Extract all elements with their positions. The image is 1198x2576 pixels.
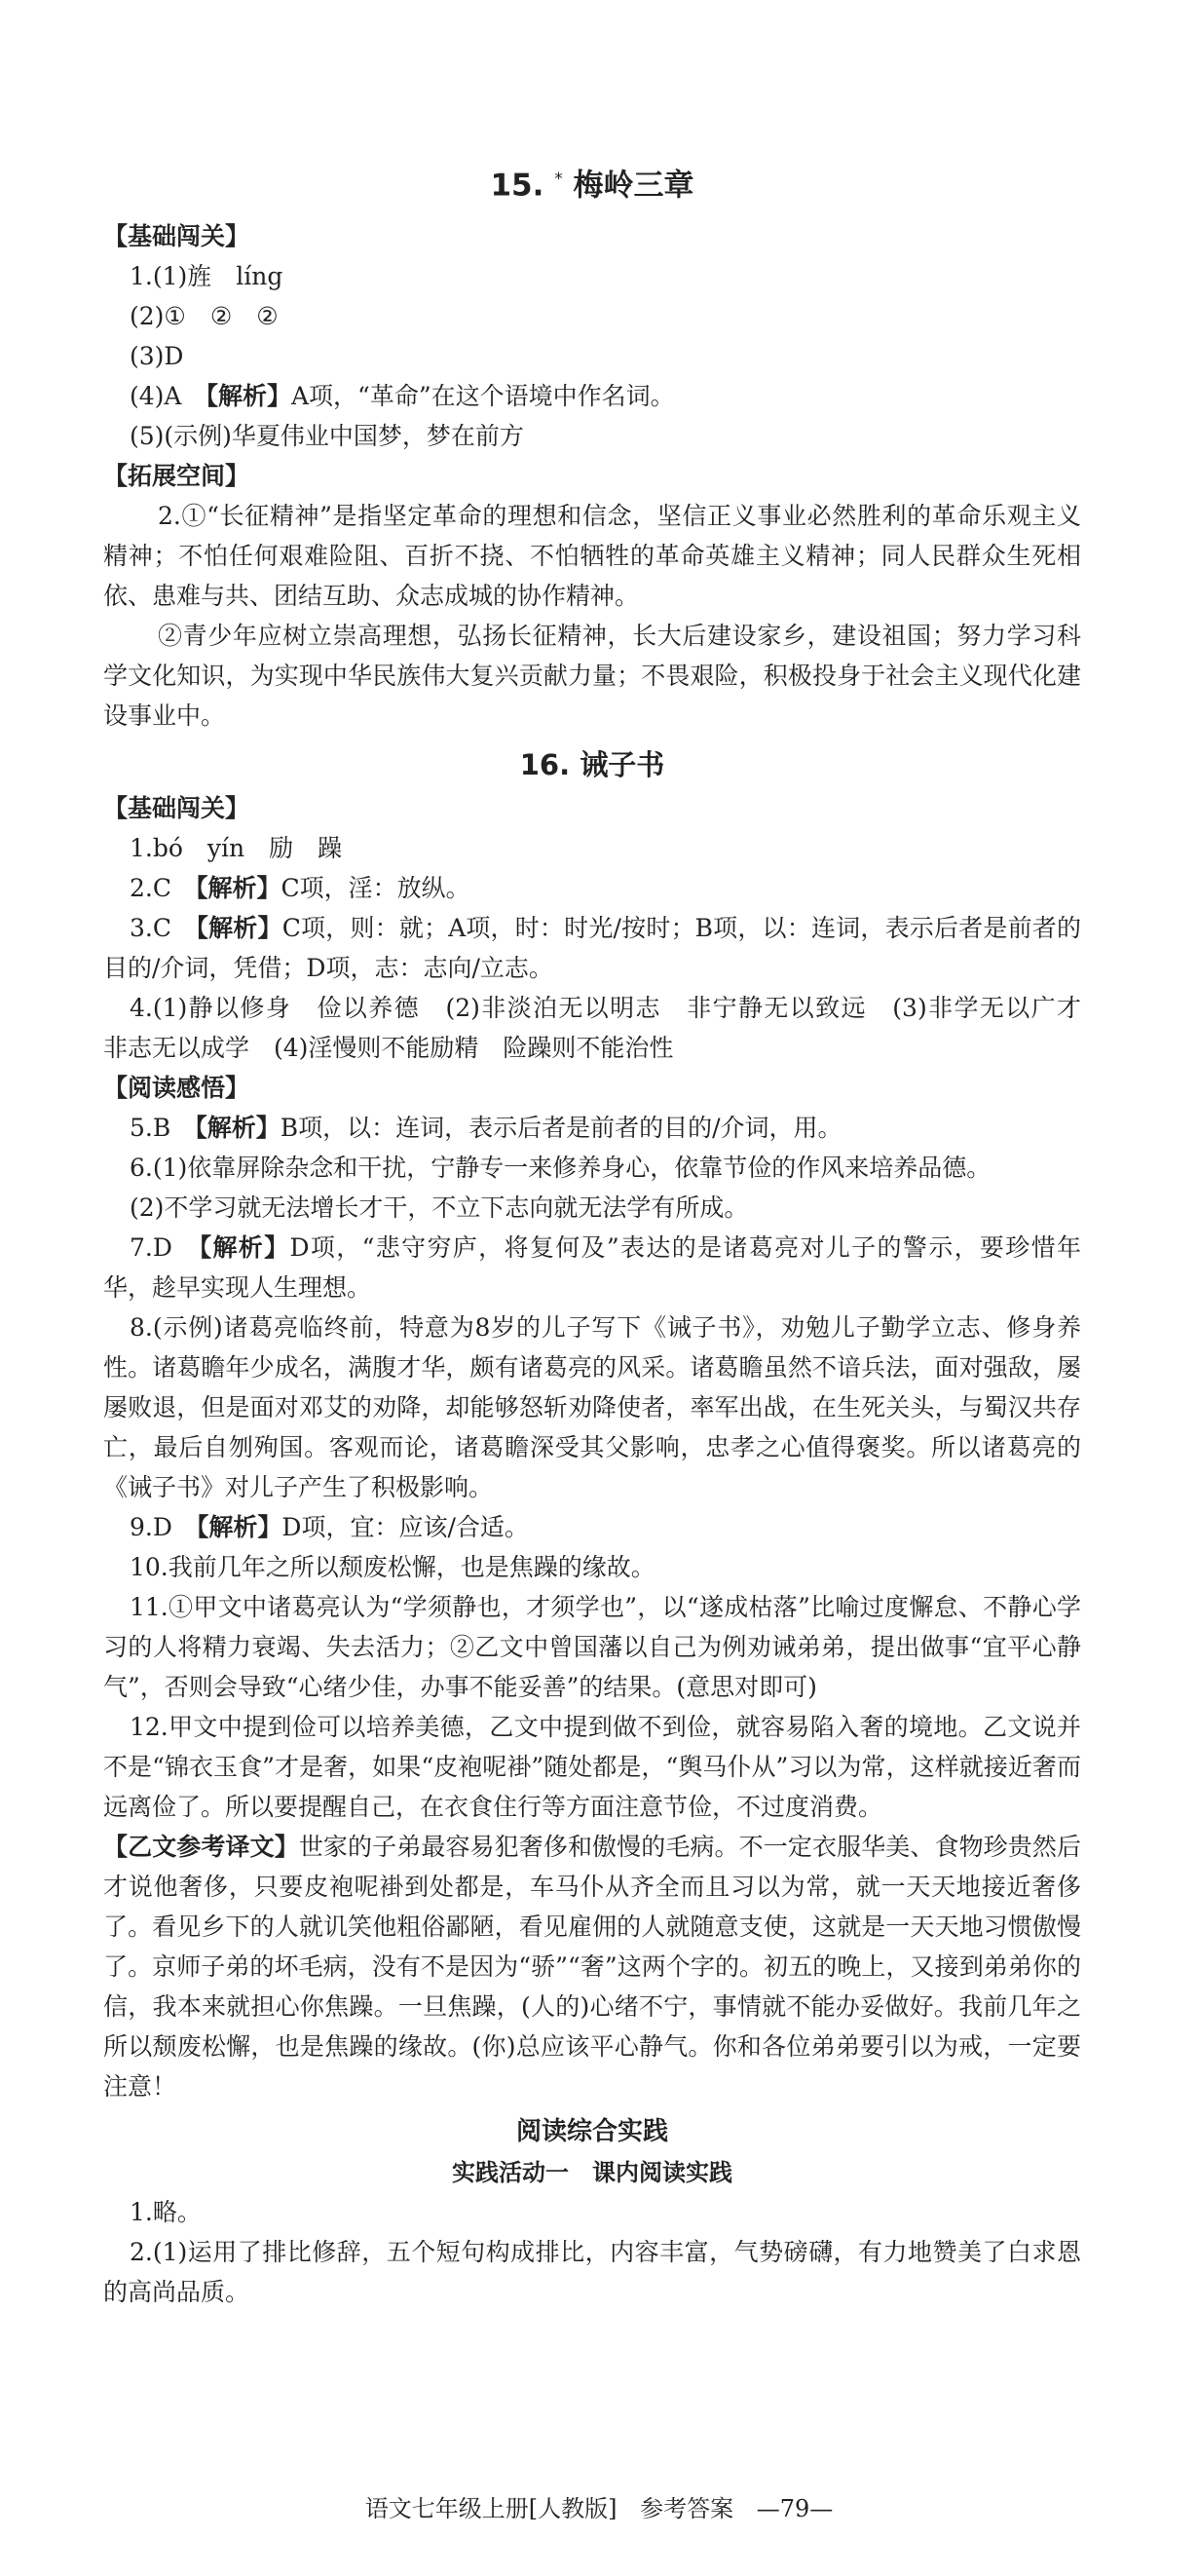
footer-book: 语文七年级上册[人教版] <box>364 2495 618 2522</box>
analysis-label: 【解析】 <box>195 1114 281 1143</box>
lesson-15-star: * <box>554 170 563 189</box>
practice-answer-1: 1.略。 <box>130 2198 202 2227</box>
answer-15-1-4 <box>103 376 1081 416</box>
section-read-16: 【阅读感悟】 <box>103 1074 250 1103</box>
analysis-label: 【解析】 <box>199 1233 290 1263</box>
answer-15-1-3: (3)D <box>130 342 184 371</box>
answer-text: 5.B <box>130 1114 196 1143</box>
answer-text: 2.C <box>130 874 196 903</box>
analysis-label: 【解析】 <box>206 382 291 411</box>
answer-15-2a: 2.①“长征精神”是指坚定革命的理想和信念，坚信正义事业必然胜利的革命乐观主义精神；不怕任何艰难险阻、百折不挠、不怕牺牲的革命英雄主义精神；同人民群众生死相依、患难与共、团结互助、众志成城的协作精神。 <box>103 502 1081 611</box>
analysis-text: A项，“革命”在这个语境中作名词。 <box>290 382 675 411</box>
analysis-text: B项，以：连词，表示后者是前者的目的/介词，用。 <box>280 1114 842 1143</box>
answer-15-1: 1.(1)旌 líng <box>130 262 283 291</box>
analysis-text: D项，“悲守穷庐，将复何及”表达的是诸葛亮对儿子的警示，要珍惜年华，趁早实现人生理想。 <box>103 1233 1081 1303</box>
answer-16-11: 11.①甲文中诸葛亮认为“学须静也，才须学也”，以“遂成枯落”比喻过度懈怠、不静心学习的人将精力衰竭、失去活力；②乙文中曾国藩以自己为例劝诫弟弟，提出做事“宜平心静气”，否则会导致“心绪少佳，办事不能妥善”的结果。(意思对即可) <box>103 1593 1081 1702</box>
section-basic-16: 【基础闯关】 <box>103 794 250 823</box>
translation-text: 世家的子弟最容易犯奢侈和傲慢的毛病。不一定衣服华美、食物珍贵然后才说他奢侈，只要皮袍呢褂到处都是，车马仆从齐全而且习以为常，就一天天地接近奢侈了。看见乡下的人就讥笑他粗俗鄙陋，看见雇佣的人就随意支使，这就是一天天地习惯傲慢了。京师子弟的坏毛病，没有不是因为“骄”“奢”这两个字的。初五的晚上，又接到弟弟你的信，我本来就担心你焦躁。一旦焦躁，(人的)心绪不宁，事情就不能办妥做好。我前几年之所以颓废松懈，也是焦躁的缘故。(你)总应该平心静气。你和各位弟弟要引以为戒，一定要注意！ <box>103 1833 1081 2102</box>
analysis-label: 【解析】 <box>196 914 282 943</box>
answer-15-1-5: (5)(示例)华夏伟业中国梦，梦在前方 <box>130 422 524 451</box>
analysis-text: C项，淫：放纵。 <box>281 874 470 903</box>
answer-text: 3.C <box>130 914 197 943</box>
answer-16-10: 10.我前几年之所以颓废松懈，也是焦躁的缘故。 <box>130 1553 655 1582</box>
page-content <box>103 156 1106 2312</box>
answer-16-6b: (2)不学习就无法增长才干，不立下志向就无法学有所成。 <box>130 1193 749 1223</box>
practice-answer-2: 2.(1)运用了排比修辞，五个短句构成排比，内容丰富，气势磅礴，有力地赞美了白求恩的高尚品质。 <box>103 2238 1081 2307</box>
answer-16-6a: 6.(1)依靠屏除杂念和干扰，宁静专一来修养身心，依靠节俭的作风来培养品德。 <box>130 1154 992 1183</box>
answer-16-12: 12.甲文中提到俭可以培养美德，乙文中提到做不到俭，就容易陷入奢的境地。乙文说并不是“锦衣玉食”才是奢，如果“皮袍呢褂”随处都是，“舆马仆从”习以为常，这样就接近奢而远离俭了。所以要提醒自己，在衣食住行等方面注意节俭，不过度消费。 <box>103 1713 1081 1822</box>
answer-16-4: 4.(1)静以修身 俭以养德 (2)非淡泊无以明志 非宁静无以致远 (3)非学无以广才 非志无以成学 (4)淫慢则不能励精 险躁则不能治性 <box>103 994 1106 1063</box>
answer-16-7 <box>103 1228 1081 1307</box>
page-footer <box>0 2489 1198 2528</box>
lesson-15-name: 梅岭三章 <box>573 168 694 204</box>
practice-title: 阅读综合实践 <box>515 2117 668 2147</box>
lesson-15-title <box>103 156 1081 208</box>
practice-subtitle: 实践活动一 课内阅读实践 <box>452 2159 732 2187</box>
analysis-label: 【解析】 <box>195 874 281 903</box>
answer-text: (4)A <box>130 382 206 411</box>
answer-15-2b: ②青少年应树立崇高理想，弘扬长征精神，长大后建设家乡，建设祖国；努力学习科学文化知识，为实现中华民族伟大复兴贡献力量；不畏艰险，积极投身于社会主义现代化建设事业中。 <box>103 622 1081 731</box>
answer-16-5 <box>103 1108 1081 1148</box>
answer-16-9 <box>103 1507 1081 1547</box>
answer-text: 9.D <box>130 1513 197 1542</box>
answer-text: 7.D <box>130 1233 200 1263</box>
lesson-15-number: 15. <box>490 168 544 204</box>
section-extend-15: 【拓展空间】 <box>103 462 250 491</box>
lesson-16-title: 16. 诫子书 <box>519 748 665 782</box>
analysis-text: D项，宜：应该/合适。 <box>281 1513 529 1542</box>
translation-paragraph <box>103 1827 1081 2106</box>
answer-16-8: 8.(示例)诸葛亮临终前，特意为8岁的儿子写下《诫子书》，劝勉儿子勤学立志、修身养性。诸葛瞻年少成名，满腹才华，颇有诸葛亮的风采。诸葛瞻虽然不谙兵法，面对强敌，屡屡败退，但是面对邓艾的劝降，却能够怒斩劝降使者，率军出战，在生死关头，与蜀汉共存亡，最后自刎殉国。客观而论，诸葛瞻深受其父影响，忠孝之心值得褒奖。所以诸葛亮的《诫子书》对儿子产生了积极影响。 <box>103 1313 1081 1502</box>
page-number: —79— <box>756 2495 834 2522</box>
analysis-text: C项，则：就；A项，时：时光/按时；B项，以：连词，表示后者是前者的目的/介词，凭借；D项，志：志向/立志。 <box>103 914 1081 983</box>
answer-16-3 <box>103 908 1081 988</box>
answer-16-1: 1.bó yín 励 躁 <box>130 834 343 863</box>
answer-16-2 <box>103 868 1081 908</box>
section-basic-15: 【基础闯关】 <box>103 222 250 251</box>
analysis-label: 【解析】 <box>196 1513 282 1542</box>
translation-label: 【乙文参考译文】 <box>103 1833 299 1862</box>
answer-15-1-2: (2)① ② ② <box>130 302 279 331</box>
footer-label: 参考答案 <box>640 2495 734 2522</box>
